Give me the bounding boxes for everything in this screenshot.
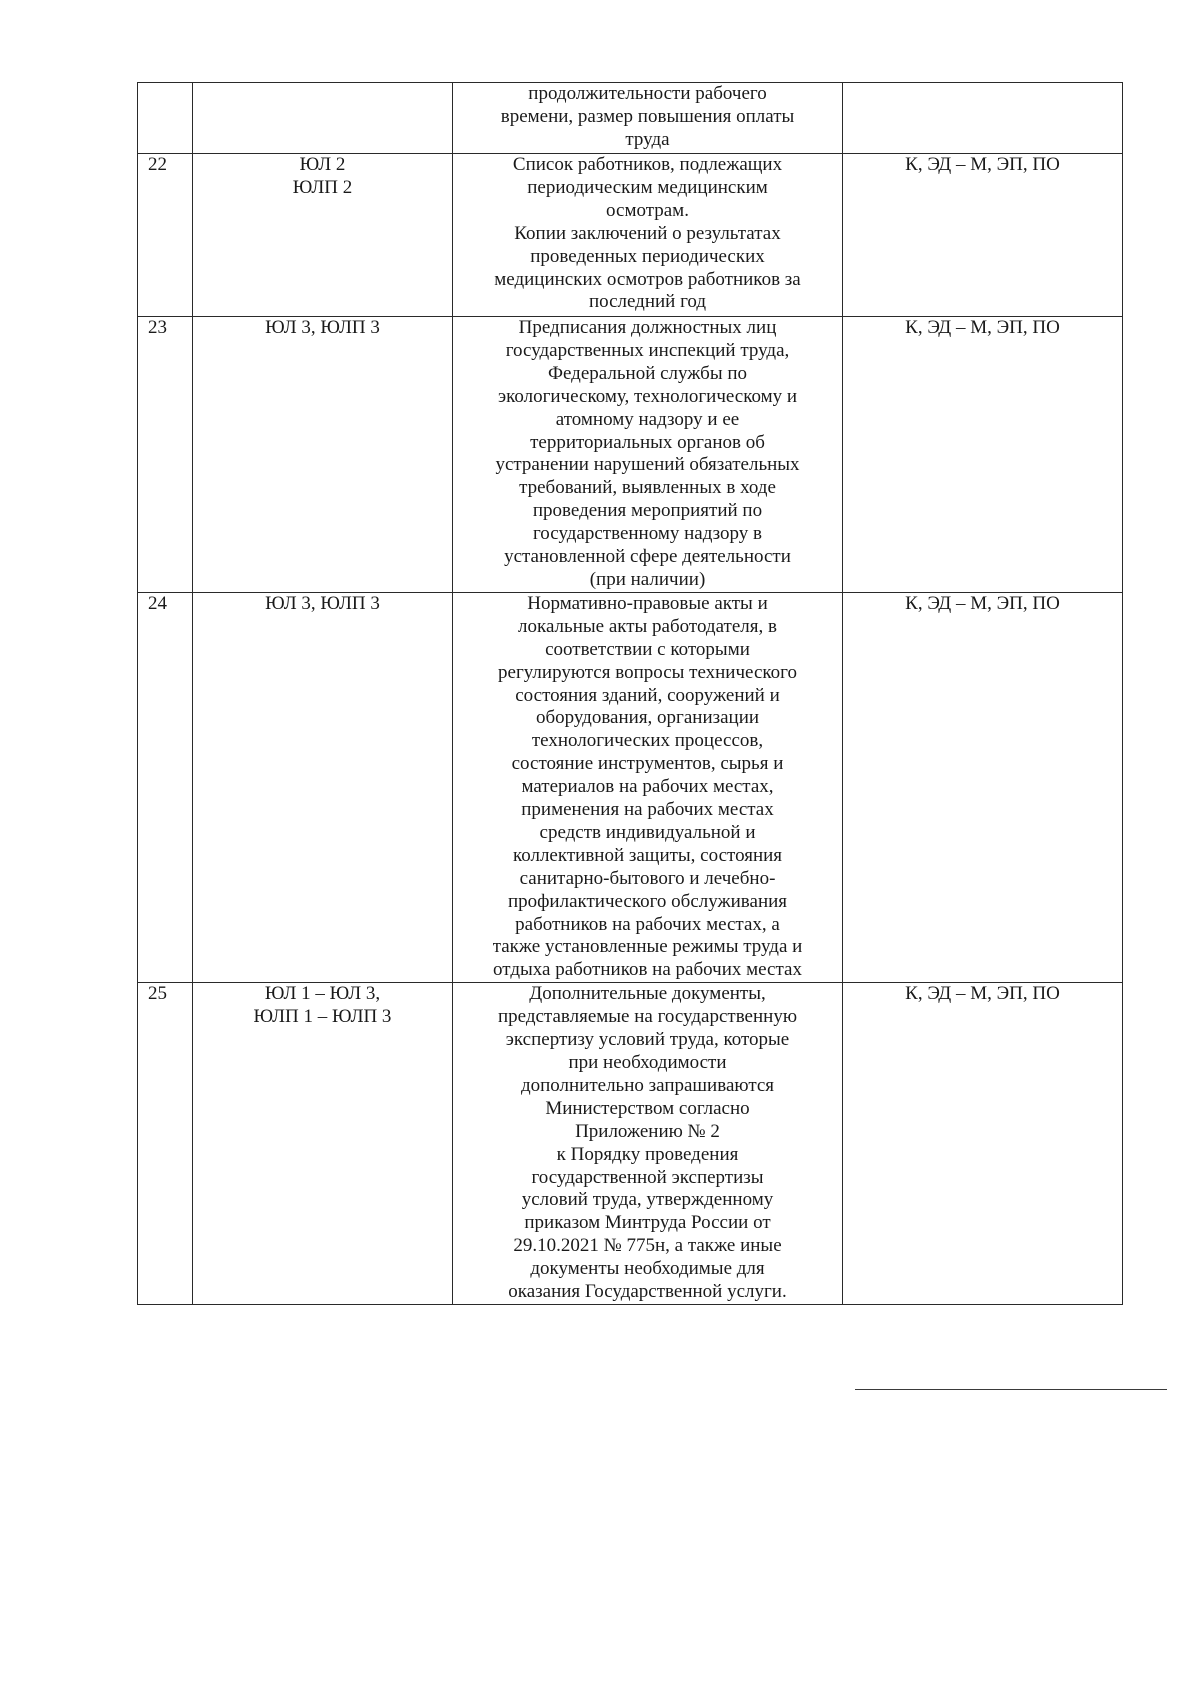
- description-line: также установленные режимы труда и: [492, 936, 803, 958]
- row-number-cell: 22: [138, 154, 193, 317]
- document-description-cell: [453, 592, 843, 982]
- description-line: документы необходимые для: [530, 1258, 765, 1280]
- table-row: [138, 317, 1123, 593]
- description-line: применения на рабочих местах: [521, 799, 774, 821]
- description-line: атомному надзору и ее: [555, 408, 740, 430]
- description-line: отдыха работников на рабочих местах: [493, 959, 802, 981]
- description-line: состояние инструментов, сырья и: [511, 753, 784, 775]
- applicant-code-line: ЮЛП 1 – ЮЛП 3: [253, 1006, 392, 1028]
- row-number-cell: 24: [138, 592, 193, 982]
- description-line: Федеральной службы по: [547, 362, 748, 384]
- description-line: продолжительности рабочего: [528, 83, 767, 104]
- description-line: Министерством согласно: [545, 1097, 750, 1119]
- applicant-code-line: ЮЛ 3, ЮЛП 3: [265, 592, 380, 614]
- description-line: экологическому, технологическому и: [497, 385, 798, 407]
- document-description-cell: [453, 83, 843, 154]
- description-line: регулируются вопросы технического: [498, 661, 797, 683]
- description-line: (при наличии): [589, 568, 706, 590]
- description-line: условий труда, утвержденному: [521, 1189, 774, 1211]
- description-line: Предписания должностных лиц: [518, 317, 777, 338]
- applicant-code-line: ЮЛП 2: [292, 176, 353, 198]
- applicant-code-line: ЮЛ 2: [299, 154, 346, 175]
- row-number-cell: [138, 83, 193, 154]
- row-number-cell: 23: [138, 317, 193, 593]
- description-line: средств индивидуальной и: [539, 821, 756, 843]
- description-line: 29.10.2021 № 775н, а также иные: [513, 1235, 782, 1257]
- description-line: устранении нарушений обязательных: [495, 454, 800, 476]
- row-number-cell: 25: [138, 983, 193, 1305]
- description-line: оборудования, организации: [535, 707, 760, 729]
- documents-table: [137, 82, 1123, 1305]
- applicant-code-line: ЮЛ 3, ЮЛП 3: [265, 317, 380, 338]
- table-row: [138, 154, 1123, 317]
- description-line: Копии заключений о результатах: [514, 222, 781, 244]
- description-line: осмотрам.: [606, 199, 689, 221]
- document-description-cell: [453, 154, 843, 317]
- description-line: при необходимости: [568, 1052, 727, 1073]
- description-line: медицинских осмотров работников за: [494, 268, 801, 290]
- document-description-cell: [453, 983, 843, 1305]
- table-row: [138, 592, 1123, 982]
- description-line: санитарно-бытового и лечебно-: [519, 867, 776, 889]
- applicant-code-cell: [193, 83, 453, 154]
- description-line: последний год: [588, 291, 707, 313]
- description-line: представляемые на государственную: [497, 1006, 798, 1028]
- description-line: труда: [625, 128, 670, 150]
- description-line: времени, размер повышения оплаты: [500, 105, 795, 127]
- description-line: дополнительно запрашиваются: [520, 1074, 775, 1096]
- description-line: к Порядку проведения: [556, 1143, 739, 1165]
- description-line: технологических процессов,: [531, 730, 764, 752]
- submission-form-cell: К, ЭД – М, ЭП, ПО: [843, 317, 1123, 593]
- description-line: государственному надзору в: [532, 523, 763, 545]
- description-line: Приложению № 2: [575, 1120, 720, 1142]
- applicant-code-cell: [193, 154, 453, 317]
- description-line: состояния зданий, сооружений и: [515, 684, 780, 706]
- applicant-code-cell: [193, 592, 453, 982]
- description-line: экспертизу условий труда, которые: [505, 1029, 790, 1051]
- applicant-code-line: ЮЛ 1 – ЮЛ 3,: [264, 983, 381, 1005]
- description-line: Дополнительные документы,: [529, 983, 766, 1005]
- description-line: государственной экспертизы: [531, 1166, 764, 1188]
- description-line: материалов на рабочих местах,: [521, 776, 774, 798]
- description-line: профилактического обслуживания: [507, 890, 788, 912]
- description-line: соответствии с которыми: [545, 638, 750, 660]
- submission-form-cell: К, ЭД – М, ЭП, ПО: [843, 154, 1123, 317]
- description-line: проведения мероприятий по: [532, 500, 763, 522]
- table-row: [138, 83, 1123, 154]
- applicant-code-cell: [193, 317, 453, 593]
- description-line: установленной сфере деятельности: [504, 546, 791, 568]
- description-line: Список работников, подлежащих: [512, 154, 783, 175]
- table-row: [138, 983, 1123, 1305]
- submission-form-cell: К, ЭД – М, ЭП, ПО: [843, 983, 1123, 1305]
- description-line: коллективной защиты, состояния: [512, 844, 783, 866]
- description-line: проведенных периодических: [530, 245, 765, 267]
- table-body: [138, 83, 1123, 1305]
- description-line: работников на рабочих местах, а: [515, 913, 780, 935]
- description-line: периодическим медицинским: [527, 176, 768, 198]
- submission-form-cell: [843, 83, 1123, 154]
- description-line: приказом Минтруда России от: [524, 1212, 771, 1234]
- description-line: Нормативно-правовые акты и: [527, 592, 768, 614]
- submission-form-cell: К, ЭД – М, ЭП, ПО: [843, 592, 1123, 982]
- description-line: локальные акты работодателя, в: [518, 615, 777, 637]
- applicant-code-cell: [193, 983, 453, 1305]
- document-description-cell: [453, 317, 843, 593]
- description-line: территориальных органов об: [530, 431, 765, 453]
- description-line: требований, выявленных в ходе: [519, 477, 776, 499]
- signature-line: [855, 1389, 1167, 1390]
- description-line: оказания Государственной услуги.: [508, 1281, 787, 1303]
- description-line: государственных инспекций труда,: [505, 339, 790, 361]
